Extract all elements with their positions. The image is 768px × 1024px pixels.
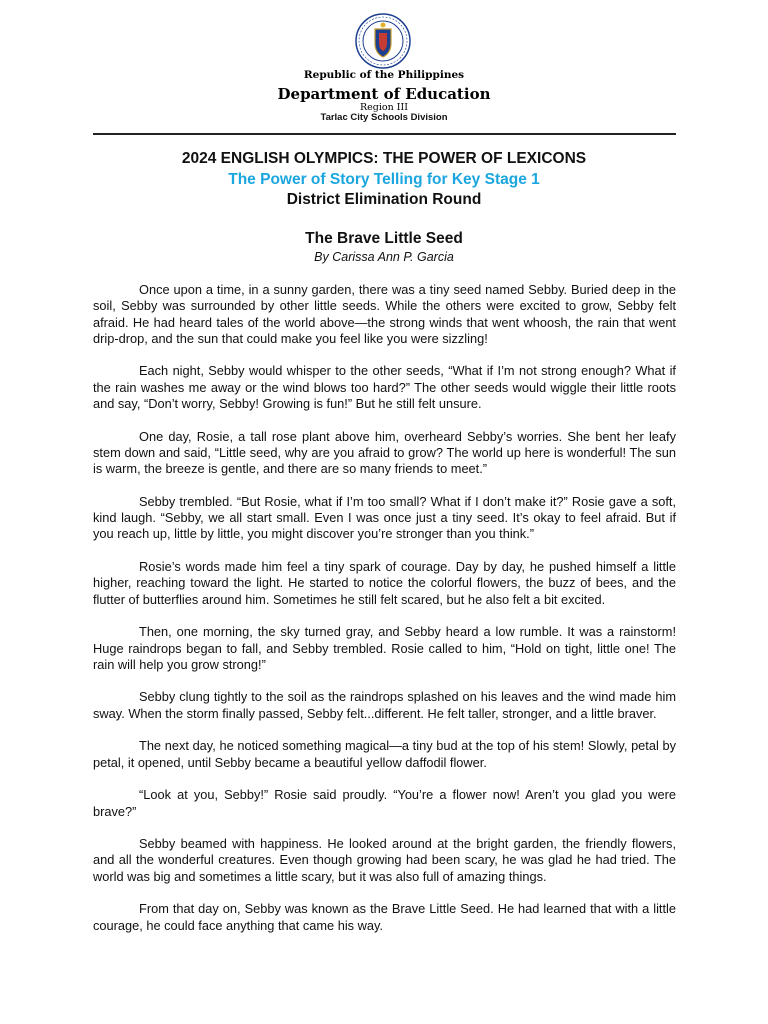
story-body (93, 282, 676, 950)
story-paragraph: Sebby clung tightly to the soil as the raindrops splashed on his leaves and the wind made him sway. When the storm finally passed, Sebby felt...different. He felt taller, stronger, and a little braver. (93, 689, 676, 721)
story-paragraph: Sebby beamed with happiness. He looked around at the bright garden, the friendly flowers, and all the wonderful creatures. Even though growing had been scary, he was glad he had tried. The world was big and sometimes a little scary, but it was also full of amazing things. (93, 836, 676, 884)
story-paragraph: Rosie’s words made him feel a tiny spark of courage. Day by day, he pushed himself a little higher, reaching toward the light. He started to notice the colorful flowers, the buzz of bees, and the flutter of butterflies around him. Sometimes he still felt scared, but he also felt a bit excited. (93, 559, 676, 607)
round-title: District Elimination Round (286, 191, 482, 208)
republic-line: Republic of the Philippines (303, 69, 465, 81)
document-subtitle: The Power of Story Telling for Key Stage 1 (228, 171, 540, 188)
division-line: Tarlac City Schools Division (320, 112, 448, 123)
story-paragraph: “Look at you, Sebby!” Rosie said proudly. “You’re a flower now! Aren’t you glad you were brave?” (93, 787, 676, 819)
document-title: 2024 ENGLISH OLYMPICS: THE POWER OF LEXICONS (181, 150, 587, 167)
header-divider (93, 133, 676, 135)
story-paragraph: From that day on, Sebby was known as the Brave Little Seed. He had learned that with a little courage, he could face anything that came his way. (93, 901, 676, 933)
story-paragraph: Once upon a time, in a sunny garden, there was a tiny seed named Sebby. Buried deep in the soil, Sebby was surrounded by other little seeds. While the others were excited to grow, Sebby felt afraid. He had heard tales of the world above—the strong winds that went whoosh, the rain that went drip-drop, and the sun that could make you feel like you were sizzling! (93, 282, 676, 346)
story-paragraph: Then, one morning, the sky turned gray, and Sebby heard a low rumble. It was a rainstorm! Huge raindrops began to fall, and Sebby trembled. Rosie called to him, “Hold on tight, little one! The rain will help you grow strong!” (93, 624, 676, 672)
story-paragraph: One day, Rosie, a tall rose plant above him, overheard Sebby’s worries. She bent her leafy stem down and said, “Little seed, why are you afraid to grow? The world up here is wonderful! The sun is warm, the breeze is gentle, and there are so many friends to meet.” (93, 428, 676, 477)
department-name: Department of Education (277, 85, 491, 103)
story-paragraph: Each night, Sebby would whisper to the other seeds, “What if I’m not strong enough? What if the rain washes me away or the wind blows too hard?” The other seeds would wiggle their little roots and say, “Don’t worry, Sebby! Growing is fun!” But he still felt unsure. (93, 363, 676, 412)
story-paragraph: The next day, he noticed something magical—a tiny bud at the top of his stem! Slowly, petal by petal, it opened, until Sebby became a beautiful yellow daffodil flower. (93, 738, 676, 770)
story-byline: By Carissa Ann P. Garcia (314, 250, 454, 264)
deped-seal-logo (355, 13, 411, 69)
story-title: The Brave Little Seed (305, 230, 463, 247)
story-paragraph: Sebby trembled. “But Rosie, what if I’m too small? What if I don’t make it?” Rosie gave a soft, kind laugh. “Sebby, we all start small. Even I was once just a tiny seed. It’s okay to feel afraid. But if you reach up, little by little, you might discover you’re stronger than you think.” (93, 493, 676, 542)
region-line: Region III (359, 102, 408, 113)
